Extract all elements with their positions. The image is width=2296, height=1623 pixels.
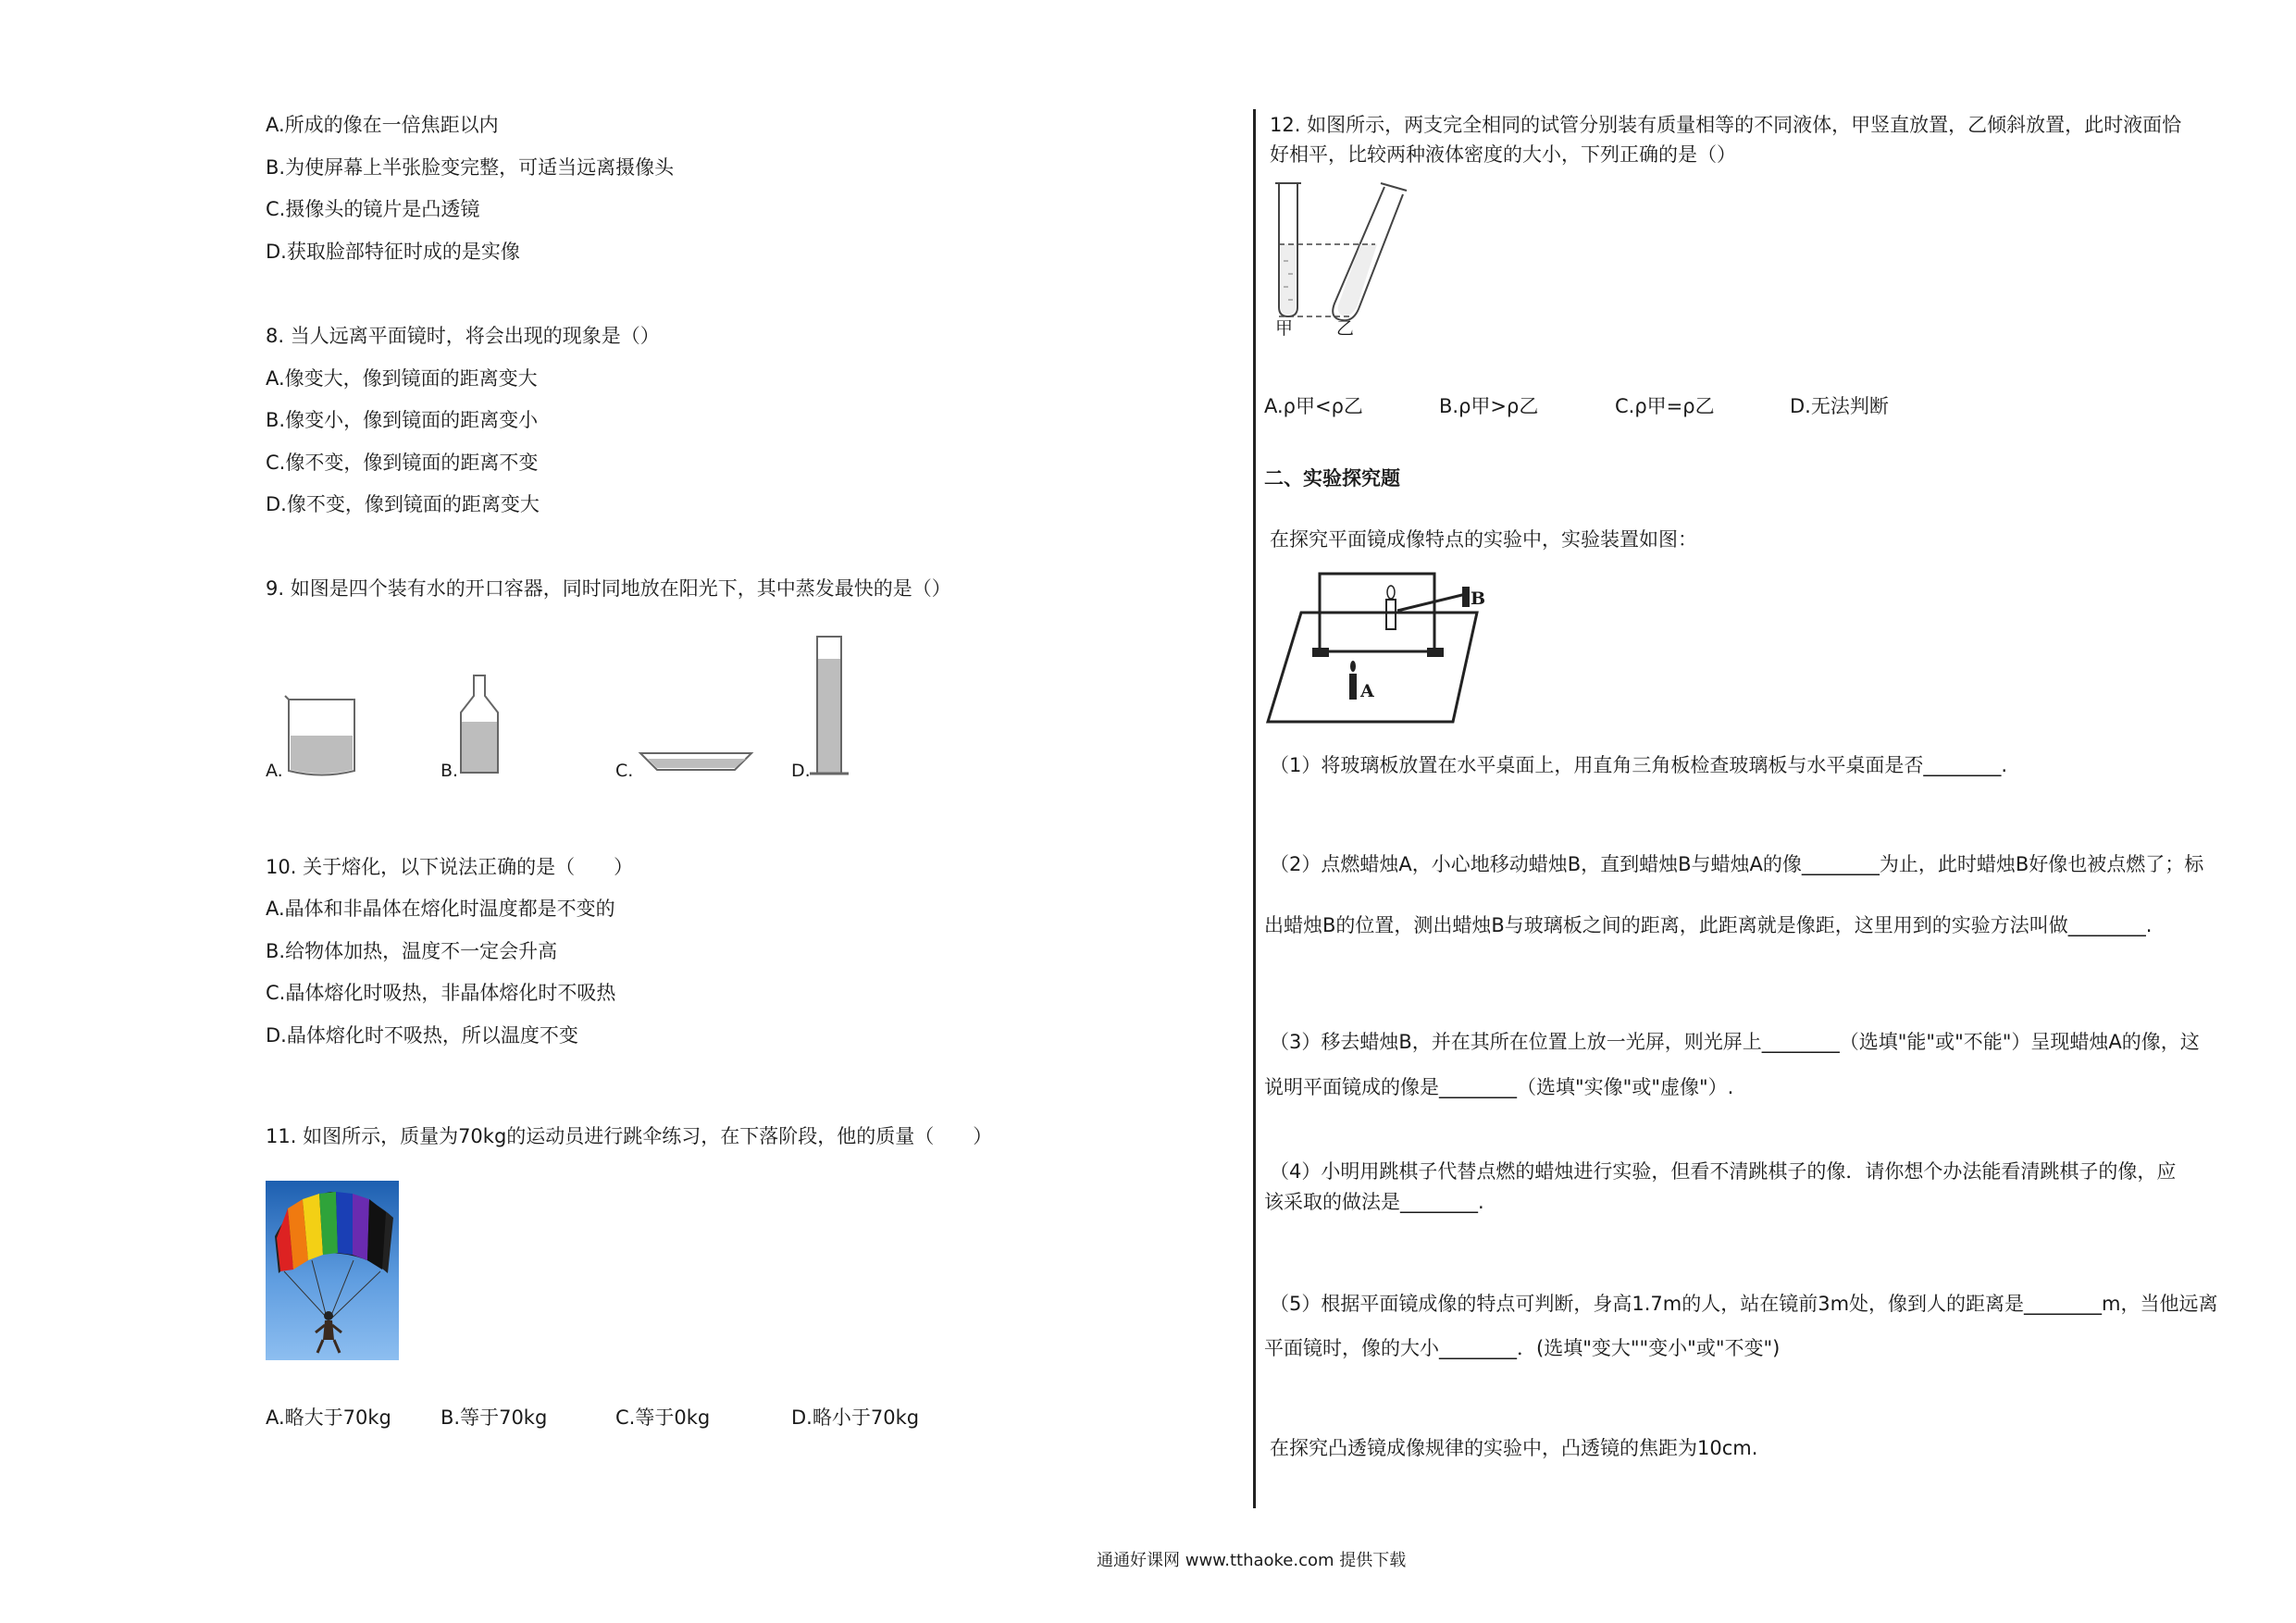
q9-containers-figure	[259, 620, 870, 787]
exp1-p2-line2: 出蜡烛B的位置，测出蜡烛B与玻璃板之间的距离，此距离就是像距，这里用到的实验方法叫做________.	[1264, 914, 2153, 936]
exp1-p5-line1: （5）根据平面镜成像的特点可判断，身高1.7m的人，站在镜前3m处，像到人的距离是________m，当他远离	[1270, 1293, 2218, 1315]
exp2-intro: 在探究凸透镜成像规律的实验中，凸透镜的焦距为10cm.	[1270, 1437, 1758, 1459]
q9-label-d: D.	[791, 761, 811, 781]
q8-stem: 8. 当人远离平面镜时，将会出现的现象是（）	[266, 325, 660, 347]
q11-option-a: A.略大于70kg	[266, 1406, 391, 1429]
q8-option-b: B.像变小，像到镜面的距离变小	[266, 409, 539, 431]
q9-stem: 9. 如图是四个装有水的开口容器，同时同地放在阳光下，其中蒸发最快的是（）	[266, 577, 951, 600]
q12-option-c: C.ρ甲=ρ乙	[1615, 395, 1715, 417]
parachutist-illustration	[266, 1181, 399, 1360]
dish-container	[640, 753, 751, 770]
q9-label-c: C.	[615, 761, 634, 781]
q12-option-b: B.ρ甲>ρ乙	[1439, 395, 1539, 417]
tube-label-yi: 乙	[1336, 318, 1355, 339]
exp1-p3-line2: 说明平面镜成的像是________（选填"实像"或"虚像"）.	[1264, 1076, 1734, 1098]
exp1-p4-line1: （4）小明用跳棋子代替点燃的蜡烛进行实验，但看不清跳棋子的像．请你想个办法能看清跳棋子的像，应	[1270, 1160, 2177, 1183]
q9-label-a: A.	[266, 761, 283, 781]
q12-stem-line1: 12. 如图所示，两支完全相同的试管分别装有质量相等的不同液体，甲竖直放置，乙倾斜放置，此时液面恰	[1270, 114, 2182, 136]
q11-option-d: D.略小于70kg	[791, 1406, 920, 1429]
q12-option-d: D.无法判断	[1790, 395, 1889, 417]
candle-b	[1386, 586, 1470, 629]
q11-option-c: C.等于0kg	[615, 1406, 711, 1429]
exp1-p2-line1: （2）点燃蜡烛A，小心地移动蜡烛B，直到蜡烛B与蜡烛A的像________为止，此时蜡烛B好像也被点燃了；标	[1270, 853, 2204, 875]
fig-label-b: B	[1471, 588, 1486, 609]
table-surface	[1268, 613, 1477, 722]
q10-option-d: D.晶体熔化时不吸热，所以温度不变	[266, 1024, 578, 1047]
q12-stem-line2: 好相平，比较两种液体密度的大小，下列正确的是（）	[1270, 143, 1736, 166]
plane-mirror-apparatus-figure	[1264, 566, 1492, 729]
vertical-test-tube	[1275, 183, 1301, 316]
tilted-test-tube	[1333, 183, 1407, 320]
q10-option-c: C.晶体熔化时吸热，非晶体熔化时不吸热	[266, 982, 616, 1004]
q8-option-a: A.像变大，像到镜面的距离变大	[266, 367, 538, 390]
exp1-p5-line2: 平面镜时，像的大小________．(选填"变大""变小"或"不变")	[1264, 1337, 1781, 1359]
column-divider	[1253, 109, 1256, 1508]
q11-option-b: B.等于70kg	[441, 1406, 548, 1429]
q10-option-b: B.给物体加热，温度不一定会升高	[266, 940, 558, 962]
exp1-p4-line2: 该采取的做法是________.	[1264, 1191, 1484, 1213]
q10-stem: 10. 关于熔化，以下说法正确的是（ ）	[266, 856, 634, 878]
q10-option-a: A.晶体和非晶体在熔化时温度都是不变的	[266, 898, 615, 920]
q9-label-b: B.	[441, 761, 459, 781]
page-footer: 通通好课网 www.tthaoke.com 提供下载	[1097, 1551, 1407, 1570]
candle-a	[1349, 661, 1357, 700]
q12-option-a: A.ρ甲<ρ乙	[1264, 395, 1363, 417]
beaker-container	[285, 696, 354, 775]
bottle-container	[461, 675, 498, 773]
q11-stem: 11. 如图所示，质量为70kg的运动员进行跳伞练习，在下落阶段，他的质量（ ）	[266, 1125, 993, 1147]
q7-option-b: B.为使屏幕上半张脸变完整，可适当远离摄像头	[266, 156, 675, 179]
exp1-p1: （1）将玻璃板放置在水平桌面上，用直角三角板检查玻璃板与水平桌面是否________.	[1270, 754, 2008, 776]
exp1-intro: 在探究平面镜成像特点的实验中，实验装置如图：	[1270, 528, 1697, 551]
fig-label-a: A	[1360, 681, 1374, 701]
parachute-photo	[266, 1181, 399, 1360]
glass-plate-frame	[1312, 574, 1444, 657]
q8-option-c: C.像不变，像到镜面的距离不变	[266, 452, 539, 474]
q7-option-a: A.所成的像在一倍焦距以内	[266, 114, 499, 136]
exp1-p3-line1: （3）移去蜡烛B，并在其所在位置上放一光屏，则光屏上________（选填"能"或"不能"）呈现蜡烛A的像，这	[1270, 1031, 2200, 1053]
graduated-cylinder-container	[810, 637, 849, 774]
test-tubes-figure	[1268, 178, 1416, 335]
q7-option-c: C.摄像头的镜片是凸透镜	[266, 198, 480, 220]
section-title: 二、实验探究题	[1264, 467, 1400, 489]
tube-label-jia: 甲	[1275, 318, 1294, 339]
q7-option-d: D.获取脸部特征时成的是实像	[266, 241, 520, 263]
q8-option-d: D.像不变，像到镜面的距离变大	[266, 493, 540, 515]
